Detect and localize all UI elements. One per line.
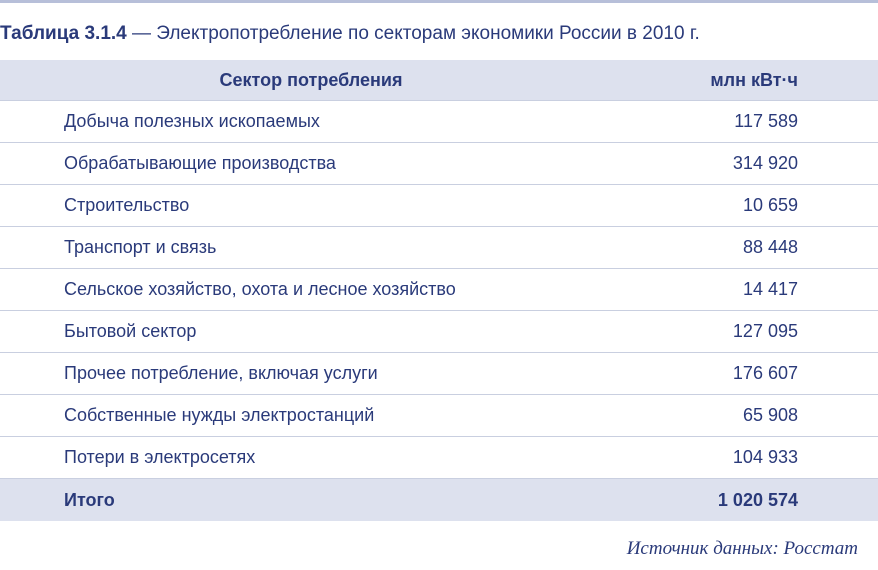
row-value: 10 659 bbox=[742, 195, 798, 215]
table-row bbox=[0, 269, 878, 311]
row-sector: Обрабатывающие производства bbox=[64, 153, 336, 173]
row-sector: Собственные нужды электростанций bbox=[64, 405, 375, 425]
table-row bbox=[0, 437, 878, 479]
table-row bbox=[0, 185, 878, 227]
caption-text: — Электропотребление по секторам экономики России в 2010 г. bbox=[126, 23, 700, 44]
row-value: 127 095 bbox=[732, 321, 798, 341]
table-row bbox=[0, 311, 878, 353]
table-row bbox=[0, 353, 878, 395]
row-sector: Прочее потребление, включая услуги bbox=[64, 363, 378, 383]
table-row bbox=[0, 227, 878, 269]
table-total-row bbox=[0, 479, 878, 521]
row-sector: Бытовой сектор bbox=[64, 321, 197, 341]
table-row bbox=[0, 395, 878, 437]
consumption-table bbox=[0, 60, 878, 521]
row-value: 117 589 bbox=[734, 111, 798, 131]
row-sector: Транспорт и связь bbox=[64, 237, 217, 257]
row-value: 88 448 bbox=[742, 237, 798, 257]
total-label: Итого bbox=[64, 489, 115, 510]
row-sector: Сельское хозяйство, охота и лесное хозяйство bbox=[64, 279, 456, 299]
row-value: 314 920 bbox=[732, 153, 798, 173]
row-sector: Добыча полезных ископаемых bbox=[64, 111, 320, 131]
data-source-note: Источник данных: Росстат bbox=[626, 538, 858, 559]
row-value: 65 908 bbox=[742, 405, 798, 425]
row-sector: Строительство bbox=[64, 195, 190, 215]
caption-label: Таблица 3.1.4 bbox=[0, 23, 127, 44]
header-sector: Сектор потребления bbox=[219, 69, 403, 90]
row-value: 104 933 bbox=[732, 447, 798, 467]
row-value: 14 417 bbox=[742, 279, 798, 299]
header-value: млн кВт·ч bbox=[710, 69, 798, 90]
table-row bbox=[0, 101, 878, 143]
total-value: 1 020 574 bbox=[717, 489, 798, 510]
row-value: 176 607 bbox=[732, 363, 798, 383]
row-sector: Потери в электросетях bbox=[64, 447, 256, 467]
table-caption bbox=[0, 22, 700, 46]
top-rule bbox=[0, 0, 878, 3]
table-header-row bbox=[0, 60, 878, 101]
table-row bbox=[0, 143, 878, 185]
